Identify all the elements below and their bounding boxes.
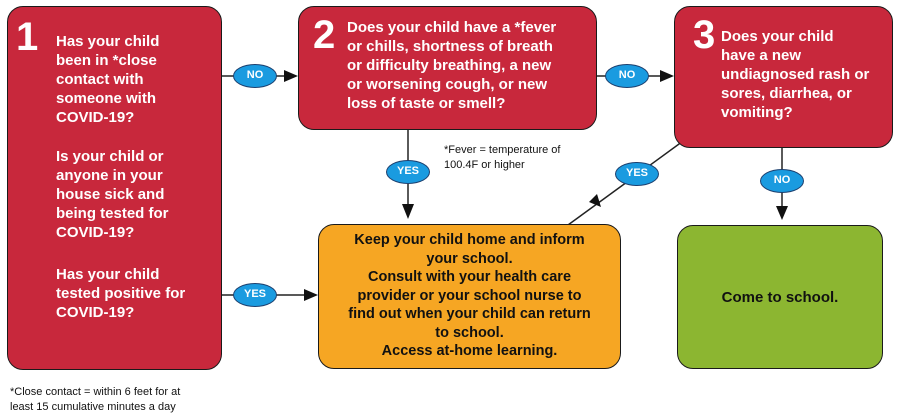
step-number-3: 3 (693, 13, 716, 57)
step-number-1: 1 (16, 15, 39, 59)
no-label-1-to-2: NO (233, 64, 277, 88)
yes-label-3-to-home: YES (615, 162, 659, 186)
arrowhead-1-to-2 (284, 70, 298, 82)
arrowhead-3-to-school (776, 206, 788, 220)
arrowhead-2-to-3 (660, 70, 674, 82)
question-box-1 (7, 6, 222, 370)
question-box-3 (674, 6, 893, 148)
yes-label-1-to-home: YES (233, 283, 277, 307)
arrowhead-2-to-home (402, 204, 414, 219)
arrowhead-1-to-home (304, 289, 318, 301)
no-label-2-to-3: NO (605, 64, 649, 88)
question-3: Does your child have a new undiagnosed rash or sores, diarrhea, or vomiting? (721, 28, 870, 121)
come-to-school-label: Come to school. (721, 289, 839, 306)
no-label-3-to-school: NO (760, 169, 804, 193)
step-number-2: 2 (313, 13, 336, 57)
come-to-school-box (677, 225, 883, 369)
question-2: Does your child have a *fever or chills, shortness of breath or difficulty breathing, a new or worsening cough, or new loss of taste or smell? (347, 19, 557, 112)
question-1a: Has your child been in *close contact with someone with COVID-19? (56, 33, 160, 126)
close-contact-footnote: *Close contact = within 6 feet for at least 15 cumulative minutes a day (10, 386, 181, 413)
question-1b: Is your child or anyone in your house sick and being tested for COVID-19? (56, 148, 169, 241)
stay-home-box (318, 224, 621, 369)
question-1c: Has your child tested positive for COVID-19? (56, 266, 186, 321)
question-box-2 (298, 6, 597, 130)
fever-footnote: *Fever = temperature of 100.4F or higher (444, 144, 561, 171)
yes-label-2-to-home: YES (386, 160, 430, 184)
stay-home-instructions: Keep your child home and inform your school. Consult with your health care provider or your school nurse to find out when your child can return to school. Access at-home learning. (348, 232, 591, 359)
